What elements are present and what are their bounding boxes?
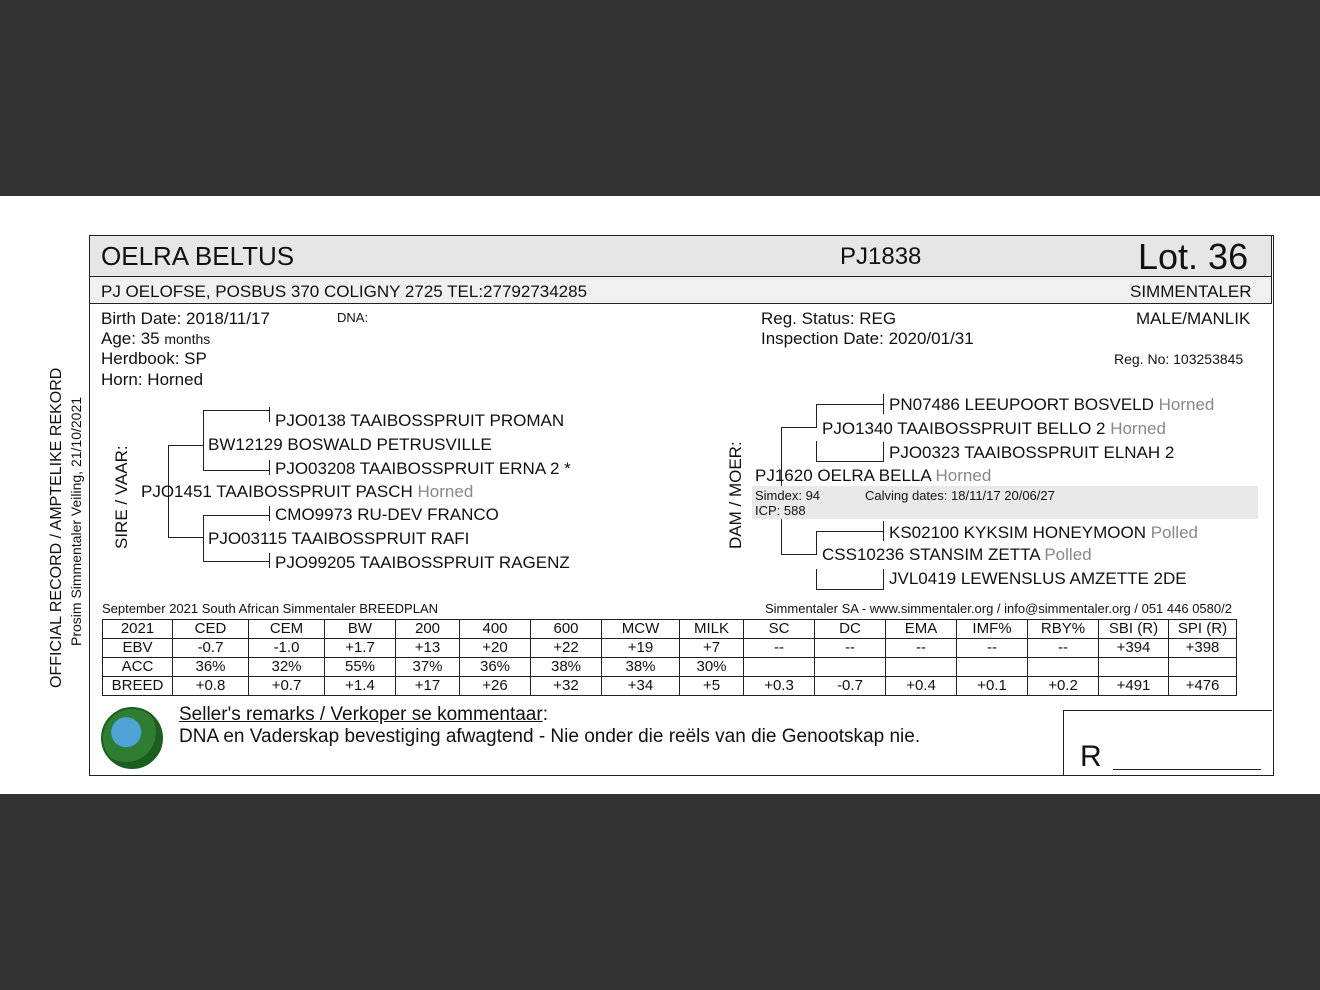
sire-label: SIRE / VAAR: [112, 445, 131, 549]
ebv-cell: +5 [680, 677, 744, 696]
simmentaler-logo-icon [101, 707, 163, 769]
ebv-cell: +13 [396, 639, 460, 658]
ebv-cell: EBV [103, 639, 173, 658]
ebv-cell: MCW [602, 620, 680, 639]
ebv-cell: +1.7 [325, 639, 396, 658]
sire-horn: Horned [417, 482, 474, 501]
dam-sire-dam: PJO0323 TAAIBOSSPRUIT ELNAH 2 [889, 443, 1175, 462]
remarks-text: DNA en Vaderskap bevestiging afwagtend - Nie onder die reëls van die Genootskap nie. [179, 726, 921, 747]
sire-sire-sire: PJO0138 TAAIBOSSPRUIT PROMAN [275, 411, 565, 430]
ebv-cell [886, 658, 957, 677]
ebv-table [102, 619, 1237, 696]
age-value: Age: 35 [101, 329, 160, 348]
dam-dam-sire-horn: Polled [1150, 523, 1198, 542]
ebv-cell [1099, 658, 1169, 677]
ebv-cell: BW [325, 620, 396, 639]
ebv-cell: -- [815, 639, 886, 658]
sire-sire: BW12129 BOSWALD PETRUSVILLE [208, 435, 492, 454]
sire-dam-sire: CMO9973 RU-DEV FRANCO [275, 505, 499, 524]
ebv-cell: EMA [886, 620, 957, 639]
calving-dates: Calving dates: 18/11/17 20/06/27 [865, 488, 1055, 503]
ebv-cell: 37% [396, 658, 460, 677]
ebv-cell: ACC [103, 658, 173, 677]
ebv-cell: +0.8 [173, 677, 249, 696]
ebv-cell: +491 [1099, 677, 1169, 696]
ebv-cell [957, 658, 1028, 677]
ebv-cell: +476 [1169, 677, 1237, 696]
ebv-cell [744, 658, 815, 677]
ebv-cell: +0.4 [886, 677, 957, 696]
sire: PJO1451 TAAIBOSSPRUIT PASCH [141, 482, 413, 501]
age [101, 329, 210, 349]
ebv-cell: MILK [680, 620, 744, 639]
price-input-line[interactable] [1113, 769, 1261, 770]
ebv-cell: 2021 [103, 620, 173, 639]
dam-horn: Horned [935, 466, 992, 485]
ebv-cell: 36% [173, 658, 249, 677]
ebv-cell: +398 [1169, 639, 1237, 658]
owner-address: PJ OELOFSE, POSBUS 370 COLIGNY 2725 TEL:27792734285 [101, 282, 588, 301]
ebv-cell [1028, 658, 1099, 677]
ebv-cell: +17 [396, 677, 460, 696]
ebv-cell: SC [744, 620, 815, 639]
ebv-cell: +0.1 [957, 677, 1028, 696]
dam-dam: CSS10236 STANSIM ZETTA [822, 545, 1040, 564]
ebv-cell: +394 [1099, 639, 1169, 658]
ebv-cell: +20 [460, 639, 531, 658]
dam-sire-horn: Horned [1110, 419, 1166, 438]
ebv-cell: 36% [460, 658, 531, 677]
ebv-cell: +1.4 [325, 677, 396, 696]
ebv-cell: -- [886, 639, 957, 658]
ebv-cell: 600 [531, 620, 602, 639]
ebv-cell: +32 [531, 677, 602, 696]
icp: ICP: 588 [755, 503, 806, 518]
catalogue-sheet [0, 196, 1320, 794]
ebv-cell [815, 658, 886, 677]
reg-number: Reg. No: 103253845 [1114, 351, 1244, 367]
ebv-cell: CEM [249, 620, 325, 639]
breedplan-caption: September 2021 South African Simmentaler BREEDPLAN [102, 601, 439, 616]
ebv-cell: +26 [460, 677, 531, 696]
ebv-cell: 200 [396, 620, 460, 639]
ebv-cell: 400 [460, 620, 531, 639]
ebv-cell: +34 [602, 677, 680, 696]
ebv-cell: 38% [602, 658, 680, 677]
ebv-cell: -1.0 [249, 639, 325, 658]
ebv-cell: +0.7 [249, 677, 325, 696]
simdex: Simdex: 94 [755, 488, 821, 503]
sire-dam-dam: PJO99205 TAAIBOSSPRUIT RAGENZ [275, 553, 570, 572]
ebv-cell: -0.7 [815, 677, 886, 696]
ebv-cell: DC [815, 620, 886, 639]
ebv-row [103, 677, 1237, 696]
horn-status: Horn: Horned [101, 370, 204, 389]
lot-number: Lot. 36 [1138, 236, 1249, 277]
ebv-cell: +0.2 [1028, 677, 1099, 696]
herdbook: Herdbook: SP [101, 349, 207, 368]
sire-sire-dam: PJO03208 TAAIBOSSPRUIT ERNA 2 * [275, 459, 571, 478]
sire-dam: PJO03115 TAAIBOSSPRUIT RAFI [208, 529, 470, 548]
ebv-cell: SBI (R) [1099, 620, 1169, 639]
animal-reg-code: PJ1838 [840, 243, 922, 270]
remarks-title: Seller's remarks / Verkoper se kommentaar [179, 704, 543, 725]
ebv-cell: +7 [680, 639, 744, 658]
remarks-colon: : [542, 704, 548, 725]
ebv-cell: -- [957, 639, 1028, 658]
ebv-cell: 30% [680, 658, 744, 677]
ebv-cell: +19 [602, 639, 680, 658]
ebv-cell: 55% [325, 658, 396, 677]
ebv-row [103, 620, 1237, 639]
ebv-cell: 32% [249, 658, 325, 677]
reg-status: Reg. Status: REG [761, 309, 897, 328]
ebv-cell: BREED [103, 677, 173, 696]
sex: MALE/MANLIK [1136, 309, 1251, 328]
ebv-cell: -0.7 [173, 639, 249, 658]
ebv-cell: +22 [531, 639, 602, 658]
ebv-row [103, 639, 1237, 658]
ebv-cell [1169, 658, 1237, 677]
breed-name: SIMMENTALER [1130, 282, 1252, 301]
ebv-cell: -- [1028, 639, 1099, 658]
ebv-cell: -- [744, 639, 815, 658]
dam-label: DAM / MOER: [726, 441, 745, 549]
ebv-cell: RBY% [1028, 620, 1099, 639]
source-label: Prosim Simmentaler Veiling, 21/10/2021 [68, 396, 84, 646]
birth-date: Birth Date: 2018/11/17 [101, 309, 270, 328]
dam: PJ1620 OELRA BELLA [755, 466, 931, 485]
inspection-date: Inspection Date: 2020/01/31 [761, 329, 974, 348]
dam-sire-sire: PN07486 LEEUPOORT BOSVELD [889, 395, 1154, 414]
society-contact: Simmentaler SA - www.simmentaler.org / info@simmentaler.org / 051 446 0580/2 [765, 601, 1232, 616]
ebv-cell: +0.3 [744, 677, 815, 696]
official-record-label: OFFICIAL RECORD / AMPTELIKE REKORD [48, 367, 65, 688]
dam-dam-sire: KS02100 KYKSIM HONEYMOON [889, 523, 1146, 542]
ebv-cell: SPI (R) [1169, 620, 1237, 639]
dam-sire: PJO1340 TAAIBOSSPRUIT BELLO 2 [822, 419, 1106, 438]
animal-name: OELRA BELTUS [101, 241, 295, 271]
dam-dam-horn: Polled [1044, 545, 1092, 564]
dam-sire-sire-horn: Horned [1158, 395, 1215, 414]
ebv-cell: 38% [531, 658, 602, 677]
ebv-cell: CED [173, 620, 249, 639]
ebv-cell: IMF% [957, 620, 1028, 639]
age-unit: months [164, 331, 211, 347]
price-prefix: R [1080, 740, 1102, 773]
dna-label: DNA: [337, 310, 369, 325]
ebv-row [103, 658, 1237, 677]
dam-dam-dam: JVL0419 LEWENSLUS AMZETTE 2DE [889, 569, 1187, 588]
